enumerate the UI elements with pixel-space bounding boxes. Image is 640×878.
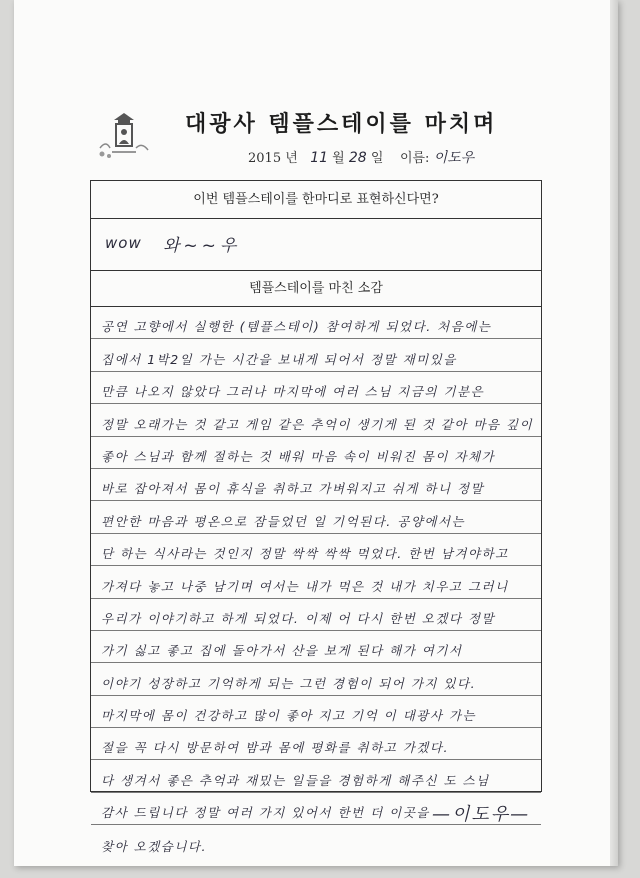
- page-title: 대광사 템플스테이를 마치며: [185, 112, 498, 137]
- impression-text: 우리가 이야기하고 하게 되었다. 이제 어 다시 한번 오겠다 정말: [101, 610, 496, 626]
- impression-text: 집에서 1박2일 가는 시간을 보내게 되어서 정말 재미있을: [101, 351, 457, 367]
- impression-line: [91, 339, 541, 371]
- date-month: 11: [310, 150, 329, 166]
- impression-line: [91, 501, 541, 533]
- impressions-header: 템플스테이를 마친 소감: [91, 271, 541, 307]
- name-label: 이름:: [399, 151, 430, 166]
- answer-row: [91, 219, 541, 271]
- impression-line: [91, 404, 541, 436]
- date-day: 28: [348, 150, 367, 166]
- impression-text: 바로 잡아져서 몸이 휴식을 취하고 가벼워지고 쉬게 하니 정말: [101, 481, 485, 497]
- signature-text: 이도우: [452, 804, 511, 825]
- date-year-unit: 년: [285, 151, 298, 166]
- impression-line: [91, 599, 541, 631]
- date-day-unit: 일: [370, 151, 384, 166]
- impression-line: [91, 696, 541, 728]
- answer-text-1: wow: [105, 234, 142, 252]
- impression-text: 편안한 마음과 평온으로 잠들었던 일 기억된다. 공양에서는: [101, 513, 466, 529]
- name-value: 이도우: [433, 150, 475, 166]
- paper-edge: [610, 0, 618, 866]
- impression-text: 이야기 성장하고 기억하게 되는 그런 경험이 되어 가지 있다.: [101, 675, 477, 691]
- date-year: 2015: [248, 151, 282, 166]
- impression-line: [91, 307, 541, 339]
- impression-text: 만큼 나오지 않았다 그러나 마지막에 여러 스님 지금의 기분은: [101, 384, 485, 400]
- impression-line: [91, 663, 541, 695]
- impression-text: 감사 드립니다 정말 여러 가지 있어서 한번 더 이곳을: [101, 805, 430, 821]
- impression-text: 가져다 놓고 나중 남기며 여서는 내가 먹은 것 내가 치우고 그러니: [101, 578, 509, 594]
- impression-line: [91, 728, 541, 760]
- answer-text-2: 와~~우: [163, 236, 241, 256]
- impression-line: [91, 534, 541, 566]
- impression-text: 찾아 오겠습니다.: [101, 838, 207, 854]
- impression-line: [91, 825, 541, 857]
- impression-text: 좋아 스님과 함께 절하는 것 배워 마음 속이 비워진 몸이 자체가: [101, 448, 496, 464]
- impression-line: [91, 372, 541, 404]
- impression-text: 단 하는 식사라는 것인지 정말 싹싹 싹싹 먹었다. 한번 남겨야하고: [101, 546, 509, 562]
- impression-line: [91, 760, 541, 792]
- impression-line: [91, 631, 541, 663]
- impression-text: 마지막에 몸이 건강하고 많이 좋아 지고 기억 이 대광사 가는: [101, 708, 477, 724]
- impression-text: 정말 오래가는 것 같고 게임 같은 추억이 생기게 된 것 같아 마음 깊이: [101, 416, 534, 432]
- impression-line: [91, 469, 541, 501]
- impression-text: 공연 고향에서 실행한 (템플스테이) 참여하게 되었다. 처음에는: [101, 319, 492, 335]
- impression-text: 가기 싫고 좋고 집에 돌아가서 산을 보게 된다 해가 여기서: [101, 643, 463, 659]
- question-header: 이번 템플스테이를 한마디로 표현하신다면?: [91, 181, 541, 219]
- date-line: [248, 147, 474, 167]
- impression-text: 절을 꼭 다시 방문하여 밤과 몸에 평화를 취하고 가겠다.: [101, 740, 449, 756]
- impression-text: 다 생겨서 좋은 추억과 재밌는 일들을 경험하게 해주신 도 스님: [101, 772, 490, 788]
- signature: —이도우—: [432, 804, 531, 825]
- temple-logo-icon: [92, 110, 156, 164]
- impressions-lines: [91, 307, 541, 858]
- impression-line: [91, 566, 541, 598]
- impression-line: [91, 437, 541, 469]
- date-month-unit: 월: [332, 151, 345, 166]
